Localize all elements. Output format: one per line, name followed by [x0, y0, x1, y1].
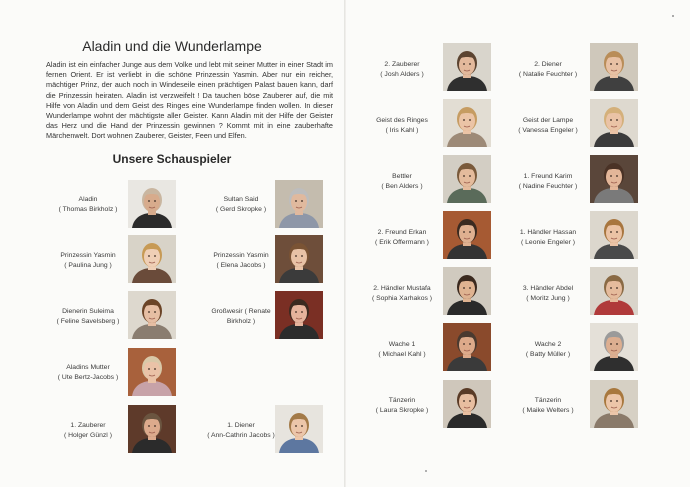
cast-actor: ( Elena Jacobs ) — [216, 261, 266, 269]
cast-role: 1. Händler Hassan — [519, 229, 577, 236]
portrait-image — [590, 155, 638, 203]
portrait-image — [443, 43, 491, 91]
cast-actor: ( Paulina Jung ) — [64, 261, 112, 269]
cast-actor: ( Gerd Skropke ) — [215, 205, 267, 213]
cast-role: 2. Diener — [534, 61, 562, 68]
cast-caption — [498, 228, 598, 247]
portrait-image — [443, 267, 491, 315]
cast-role: Aladin — [78, 196, 98, 203]
portrait-image — [128, 235, 176, 283]
cast-photo — [443, 99, 491, 147]
cast-caption — [498, 396, 598, 415]
cast-actor: ( Laura Skropke ) — [375, 406, 429, 414]
print-mark — [672, 15, 674, 17]
cast-photo — [590, 267, 638, 315]
cast-actor: ( Sophia Xarhakos ) — [371, 294, 433, 302]
portrait-image — [128, 405, 176, 453]
cast-role: 1. Freund Karim — [523, 173, 573, 180]
portrait-image — [275, 291, 323, 339]
cast-actor: ( Michael Kahl ) — [378, 350, 426, 358]
cast-photo — [275, 291, 323, 339]
cast-caption — [38, 195, 138, 214]
cast-role: Wache 2 — [534, 341, 562, 348]
cast-photo — [443, 267, 491, 315]
cast-actor: ( Ute Bertz-Jacobs ) — [57, 373, 119, 381]
portrait-image — [443, 155, 491, 203]
portrait-image — [590, 211, 638, 259]
cast-caption — [352, 228, 452, 247]
cast-actor: ( Vanessa Engeler ) — [518, 126, 578, 134]
cast-photo — [275, 405, 323, 453]
cast-role: 2. Händler Mustafa — [373, 285, 431, 292]
cast-role: Prinzessin Yasmin — [213, 252, 269, 259]
cast-caption — [38, 363, 138, 382]
cast-role: Tänzerin — [534, 397, 562, 404]
cast-caption — [352, 116, 452, 135]
cast-role: 1. Zauberer — [70, 422, 106, 429]
cast-photo — [443, 43, 491, 91]
cast-photo — [128, 180, 176, 228]
cast-photo — [590, 323, 638, 371]
cast-caption — [352, 284, 452, 303]
portrait-image — [590, 267, 638, 315]
cast-actor: ( Ben Alders ) — [381, 182, 423, 190]
cast-caption — [38, 251, 138, 270]
cast-actor: ( Natalie Feuchter ) — [518, 70, 578, 78]
story-paragraph: Aladin ist ein einfacher Junge aus dem Volke und lebt mit seiner Mutter in einer Stadt im fernen Orient. Er ist verliebt in die schöne Prinzessin Yasmin. Aber nur ein reicher, mächtiger Prinz, der auch noch in Windeseile einen prächtigen Palast bauen kann, darf die Prinzessin heiraten. Aladin ist verzweifelt ! Da tauchen böse Zauberer auf, die mit Hilfe von Aladin und dem Geist des Ringes eine Wunderlampe finden wollen. In dieser Wunderlampe wohnt der mächtigste aller Geister. Kann Aladin mit der Hilfe der Geister das Herz und die Hand der Prinzessin gewinnen ? Kommt mit in eine zauberhafte Märchenwelt. Dort wohnen Zauberer, Geister, Feen und Elfen. — [46, 60, 333, 141]
cast-actor: ( Moritz Jung ) — [526, 294, 570, 302]
portrait-image — [275, 180, 323, 228]
cast-photo — [590, 211, 638, 259]
cast-actor: ( Josh Alders ) — [380, 70, 424, 78]
cast-caption — [38, 421, 138, 440]
cast-role: Prinzessin Yasmin — [60, 252, 116, 259]
cast-caption — [498, 284, 598, 303]
cast-actor: ( Leonie Engeler ) — [520, 238, 576, 246]
cast-photo — [443, 323, 491, 371]
cast-caption — [498, 60, 598, 79]
cast-caption — [352, 172, 452, 191]
portrait-image — [443, 99, 491, 147]
cast-caption — [352, 340, 452, 359]
cast-role: Tänzerin — [388, 397, 416, 404]
cast-photo — [590, 99, 638, 147]
cast-photo — [590, 380, 638, 428]
cast-role: 2. Freund Erkan — [377, 229, 427, 236]
portrait-image — [275, 235, 323, 283]
cast-actor: Birkholz ) — [226, 317, 256, 325]
cast-role: 3. Händler Abdel — [522, 285, 574, 292]
portrait-image — [590, 43, 638, 91]
cast-photo — [590, 155, 638, 203]
cast-role: Aladins Mutter — [66, 364, 110, 371]
print-dot — [425, 470, 427, 472]
cast-role: 1. Diener — [227, 422, 255, 429]
cast-role: Geist des Ringes — [376, 117, 428, 124]
cast-photo — [590, 43, 638, 91]
cast-actor: ( Thomas Birkholz ) — [58, 205, 118, 213]
cast-actor: ( Holger Günzl ) — [64, 431, 112, 439]
cast-photo — [275, 180, 323, 228]
cast-actor: ( Batty Müller ) — [525, 350, 571, 358]
portrait-image — [128, 291, 176, 339]
cast-photo — [128, 235, 176, 283]
cast-actor: ( Erik Offermann ) — [375, 238, 429, 246]
cast-role: Sultan Said — [223, 196, 259, 203]
cast-caption — [352, 60, 452, 79]
cast-caption — [498, 172, 598, 191]
cast-actor: ( Feline Savelsberg ) — [56, 317, 120, 325]
cast-actor: ( Iris Kahl ) — [385, 126, 419, 134]
page-title: Aladin und die Wunderlampe — [82, 38, 262, 54]
cast-role: Wache 1 — [388, 341, 416, 348]
cast-photo — [275, 235, 323, 283]
cast-caption — [498, 340, 598, 359]
portrait-image — [128, 180, 176, 228]
cast-caption — [38, 307, 138, 326]
cast-actor: ( Ann-Cathrin Jacobs ) — [207, 431, 275, 439]
cast-photo — [128, 405, 176, 453]
cast-photo — [128, 348, 176, 396]
portrait-image — [275, 405, 323, 453]
portrait-image — [590, 323, 638, 371]
cast-photo — [443, 211, 491, 259]
portrait-image — [443, 380, 491, 428]
cast-heading: Unsere Schauspieler — [112, 152, 232, 166]
cast-role: 2. Zauberer — [384, 61, 420, 68]
cast-caption — [498, 116, 598, 135]
cast-caption — [352, 396, 452, 415]
cast-photo — [443, 380, 491, 428]
cast-role: Geist der Lampe — [522, 117, 574, 124]
cast-role: Großwesir ( Renate — [211, 308, 271, 315]
portrait-image — [590, 380, 638, 428]
cast-actor: ( Maike Welters ) — [522, 406, 574, 414]
portrait-image — [590, 99, 638, 147]
cast-role: Bettler — [392, 173, 412, 180]
cast-actor: ( Nadine Feuchter ) — [518, 182, 578, 190]
cast-photo — [443, 155, 491, 203]
portrait-image — [443, 323, 491, 371]
cast-role: Dienerin Suleima — [62, 308, 114, 315]
portrait-image — [443, 211, 491, 259]
portrait-image — [128, 348, 176, 396]
cast-photo — [128, 291, 176, 339]
